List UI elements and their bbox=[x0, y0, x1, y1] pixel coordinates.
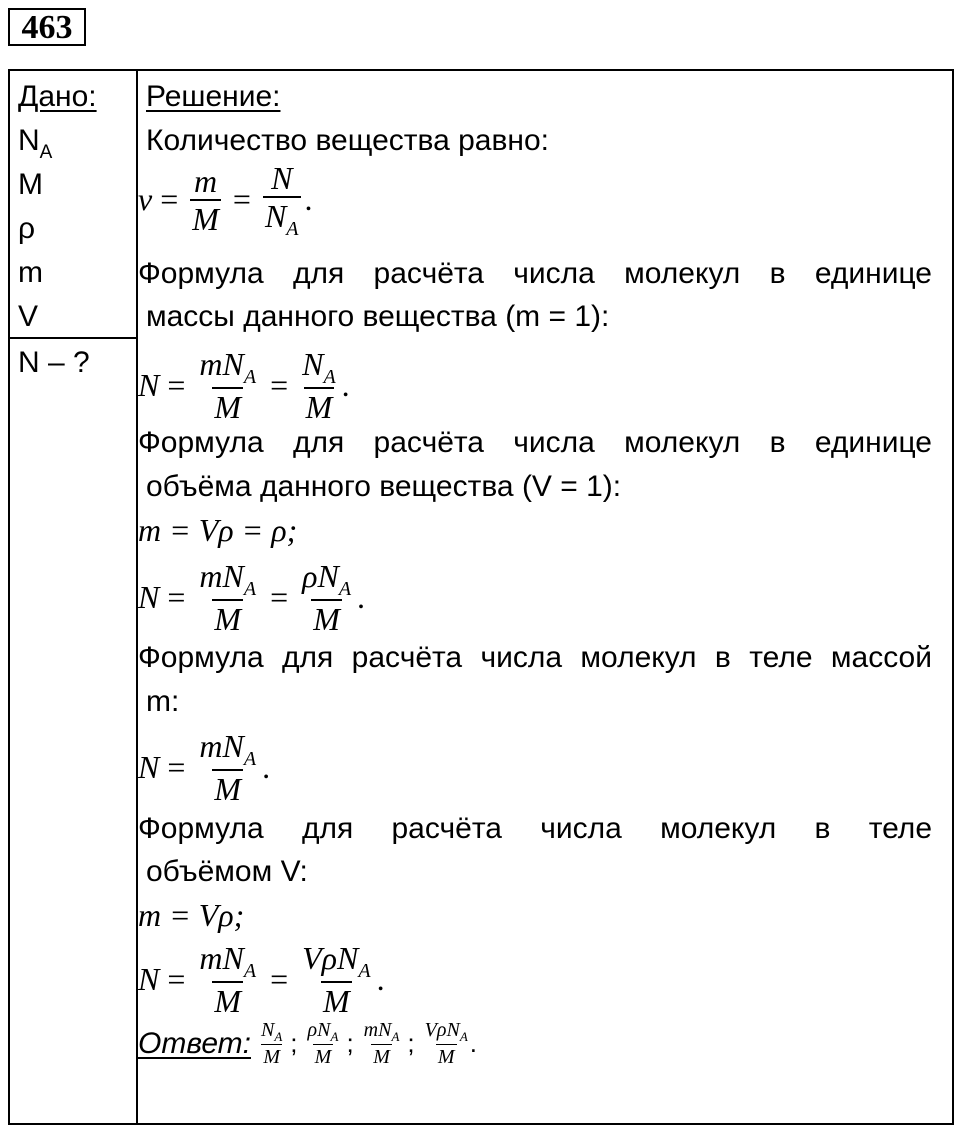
given-item-V: V bbox=[18, 300, 39, 333]
paragraph-body-mass-line2: m: bbox=[146, 685, 180, 718]
formula-per-volume: N = $\frac{mN_A}{M}$ = $\frac{\rho N_A}{M}$ . bbox=[138, 558, 366, 637]
formula-body-mass: N = $\frac{mN_A}{M}$ . bbox=[138, 728, 271, 807]
given-item-M: M bbox=[18, 168, 43, 201]
paragraph-body-mass-line1: Формула для расчёта числа молекул в теле массой bbox=[138, 641, 932, 674]
paragraph-mass-line2: массы данного вещества (m = 1): bbox=[146, 300, 610, 333]
solution-header: Решение: bbox=[146, 80, 281, 113]
answer-1: $N_A$ M bbox=[261, 1019, 283, 1068]
paragraph-volume-line1: Формула для расчёта числа молекул в единице bbox=[138, 426, 932, 459]
paragraph-body-volume-line1: Формула для расчёта числа молекул в теле bbox=[138, 812, 932, 845]
solution-line: Количество вещества равно: bbox=[146, 124, 550, 157]
problem-number: 463 bbox=[8, 8, 86, 46]
find-item: N – ? bbox=[18, 346, 90, 379]
answer-label: Ответ: bbox=[138, 1026, 251, 1060]
answer-2: $\rho N_A$ M bbox=[307, 1019, 339, 1068]
paragraph-volume-line2: объёма данного вещества (V = 1): bbox=[146, 470, 622, 503]
formula-amount: ν = $\frac{m}{M}$ = $\frac{N}{N_A}$ . bbox=[138, 160, 313, 240]
answer-line: Ответ: $N_A$ M ; $\rho N_A$ M ; $mN_A$ M ; VρN$_A$ M . bbox=[138, 1019, 478, 1068]
answer-3: $mN_A$ M bbox=[363, 1019, 400, 1068]
given-item-rho: ρ bbox=[18, 212, 36, 245]
given-item-m: m bbox=[18, 256, 43, 289]
formula-per-mass: N = $\frac{mN_A}{M}$ = $\frac{N_A}{M}$ . bbox=[138, 346, 350, 425]
given-header: Дано: bbox=[18, 80, 97, 113]
paragraph-body-volume-line2: объёмом V: bbox=[146, 855, 308, 888]
formula-m-volume: m = Vρ; bbox=[138, 897, 245, 933]
formula-body-volume: N = $\frac{mN_A}{M}$ = $\frac{V\rho N_A}{M}$ . bbox=[138, 940, 385, 1019]
given-item-NA: $N_A$ bbox=[18, 124, 53, 163]
answer-4: VρN$_A$ M bbox=[424, 1019, 468, 1068]
formula-m-volume-unit: m = Vρ = ρ; bbox=[138, 512, 298, 548]
paragraph-mass-line1: Формула для расчёта числа молекул в единице bbox=[138, 257, 932, 290]
given-find-divider bbox=[10, 337, 136, 339]
